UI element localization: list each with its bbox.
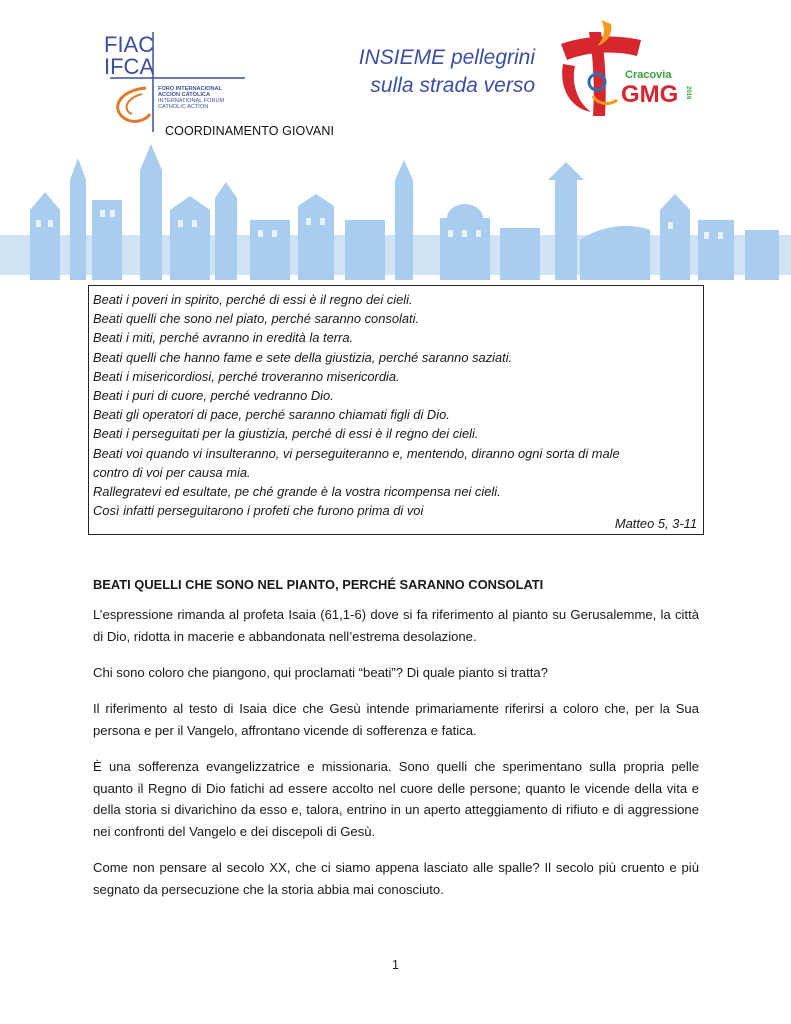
gmg-year: 2016 — [685, 86, 691, 100]
gmg-cracovia-logo — [553, 16, 703, 126]
beatitudes-quote-box — [88, 285, 704, 535]
gmg-brand: GMG — [621, 81, 679, 108]
tagline-line-1: INSIEME pellegrini — [358, 46, 535, 69]
quote-line: Così infatti perseguitarono i profeti che furono prima di voi — [93, 503, 424, 519]
section-title: BEATI QUELLI CHE SONO NEL PIANTO, PERCHÉ SARANNO CONSOLATI — [93, 577, 544, 592]
fiac-sub-line-1: FORO INTERNACIONAL — [158, 86, 223, 92]
fiac-sub-line-3: INTERNATIONAL FORUM — [158, 98, 225, 104]
quote-line: Beati gli operatori di pace, perché saranno chiamati figli di Dio. — [93, 407, 450, 423]
quote-line: Beati quelli che hanno fame e sete della giustizia, perché saranno saziati. — [93, 349, 513, 365]
coordination-label: COORDINAMENTO GIOVANI — [165, 124, 335, 138]
quote-line: Beati voi quando vi insulteranno, vi perseguiteranno e, mentendo, diranno ogni sorta di male — [93, 445, 620, 461]
quote-line: Beati i miti, perché avranno in eredità la terra. — [93, 330, 354, 346]
body-paragraph: Il riferimento al testo di Isaia dice che Gesù intende primariamente riferirsi a coloro che, per la Sua persona e per il Vangelo, affrontano vicende di sofferenza e fatica. — [93, 701, 699, 738]
quote-line: Beati i perseguitati per la giustizia, perché di essi è il regno dei cieli. — [93, 426, 479, 442]
fiac-sub-line-2: ACCION CATOLICA — [158, 92, 210, 98]
quote-line: Beati i puri di cuore, perché vedranno Dio. — [93, 388, 334, 404]
gmg-city: Cracovia — [625, 69, 672, 81]
fiac-ifca-logo — [100, 28, 260, 138]
body-paragraph: Come non pensare al secolo XX, che ci siamo appena lasciato alle spalle? Il secolo più cruento e più segnato da persecuzione che la storia abbia mai conosciuto. — [93, 860, 699, 897]
tagline-line-2: sulla strada verso — [370, 74, 535, 97]
body-paragraph: È una sofferenza evangelizzatrice e missionaria. Sono quelli che sperimentano sulla propria pelle quanto il Regno di Dio fatichi ad essere accolto nel cuore delle persone; quanto le vicende della vita e della storia si divarichino da esso e, talora, entrino in un aperto atteggiamento di rifiuto e di aggressione nei confronti del Vangelo e dei discepoli di Gesù. — [93, 759, 699, 839]
body-paragraph: L’espressione rimanda al profeta Isaia (61,1-6) dove si fa riferimento al pianto su Gerusalemme, la città di Dio, ridotta in macerie e abbandonata nell’estrema desolazione. — [93, 607, 699, 644]
fiac-sub-line-4: CATHOLIC ACTION — [158, 104, 209, 110]
quote-line: Beati quelli che sono nel piato, perché saranno consolati. — [93, 311, 420, 327]
quote-reference: Matteo 5, 3-11 — [614, 516, 697, 531]
page-number: 1 — [392, 958, 399, 972]
body-paragraph: Chi sono coloro che piangono, qui proclamati “beati”? Di quale pianto si tratta? — [93, 665, 548, 680]
fiac-logo-title: FIAC — [104, 32, 155, 57]
quote-line: Beati i misericordiosi, perché troveranno misericordia. — [93, 368, 400, 384]
quote-line: Beati i poveri in spirito, perché di essi è il regno dei cieli. — [93, 292, 413, 307]
quote-line: Rallegratevi ed esultate, pe ché grande è la vostra ricompensa nei cieli. — [93, 484, 501, 500]
quote-line: contro di voi per causa mia. — [93, 464, 251, 480]
city-skyline-illustration — [0, 140, 791, 290]
ifca-logo-title: IFCA — [104, 54, 155, 79]
tagline — [340, 44, 535, 100]
